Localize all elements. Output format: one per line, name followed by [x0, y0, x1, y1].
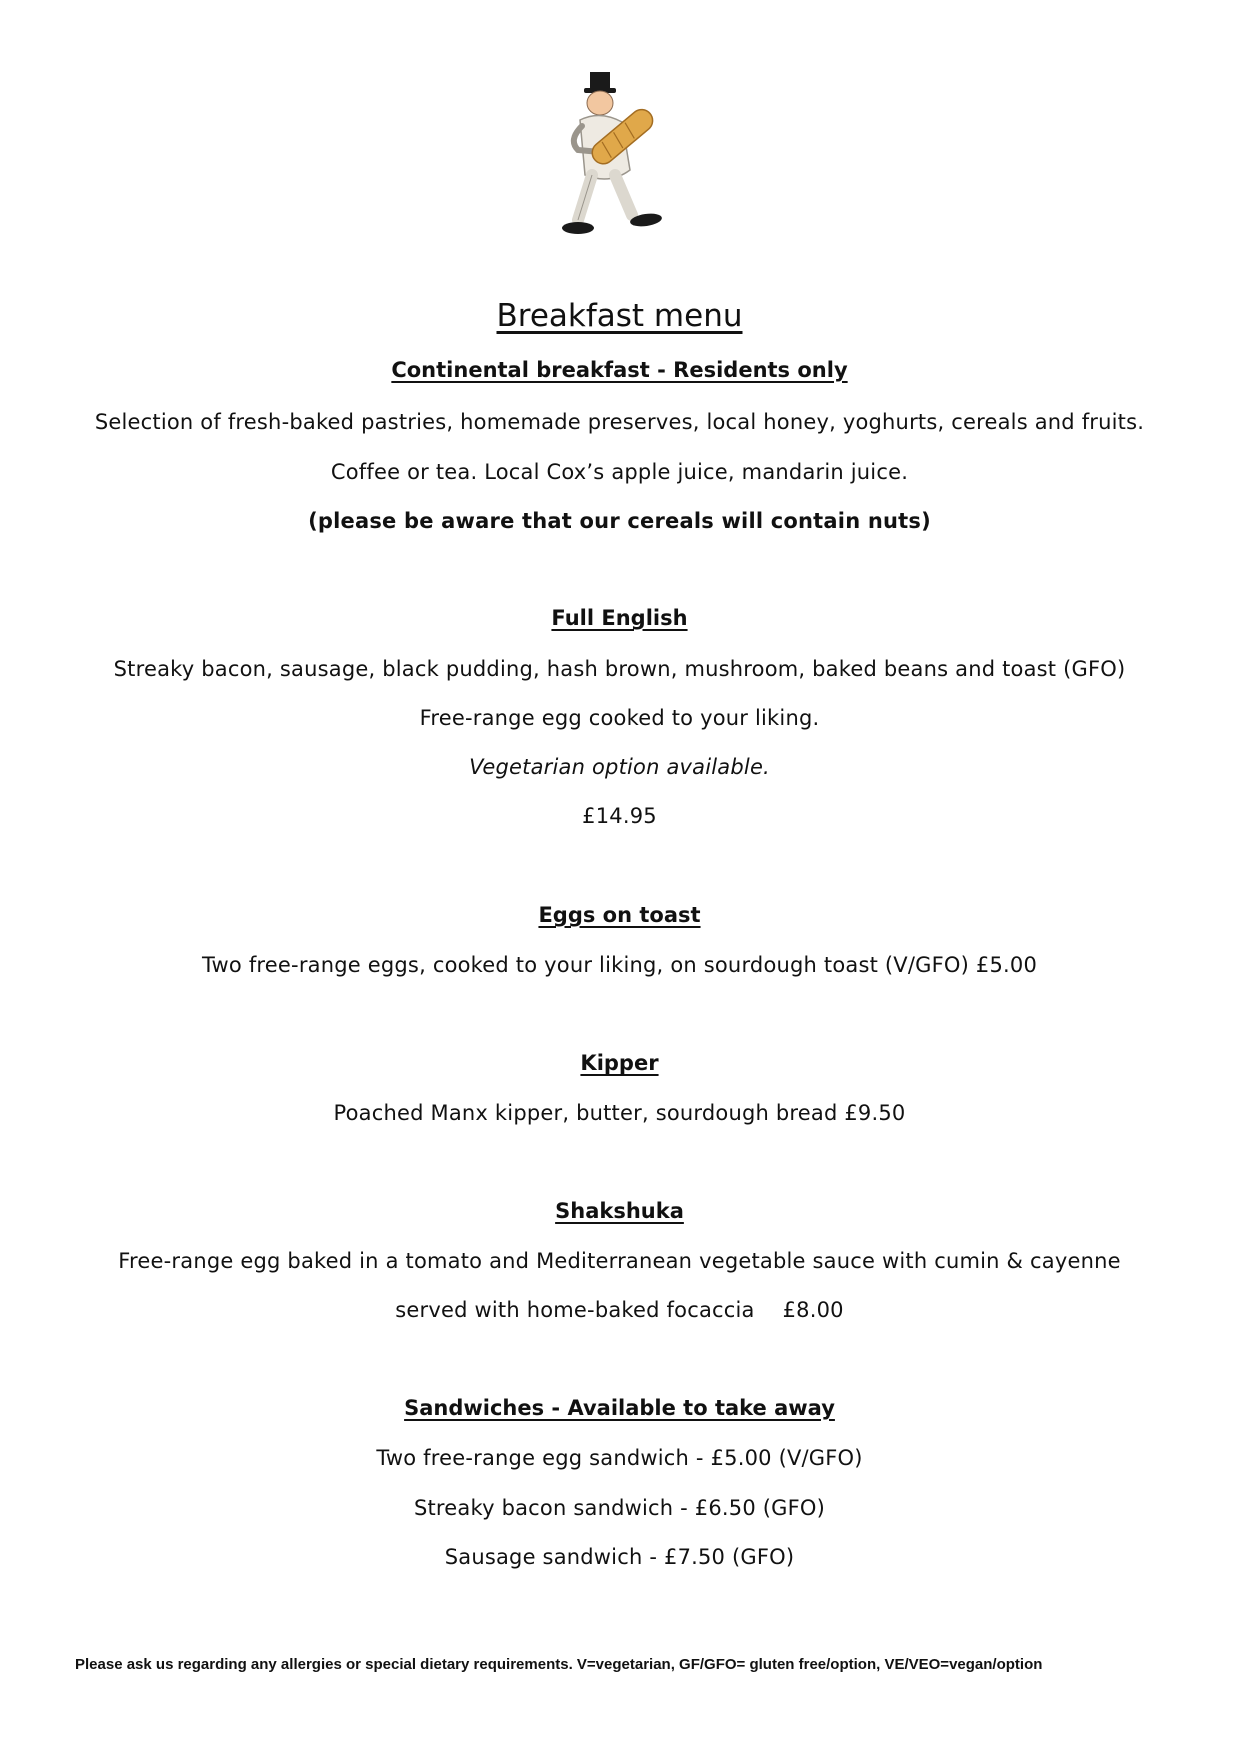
- full-english-line-2: Free-range egg cooked to your liking.: [419, 706, 820, 730]
- full-english-vegetarian-note: Vegetarian option available.: [469, 755, 770, 779]
- full-english-line-1: Streaky bacon, sausage, black pudding, hash brown, mushroom, baked beans and toast (GFO): [113, 657, 1126, 681]
- shakshuka-line-1: Free-range egg baked in a tomato and Mediterranean vegetable sauce with cumin & cayenne: [118, 1249, 1121, 1273]
- kipper-line-1: Poached Manx kipper, butter, sourdough bread £9.50: [333, 1101, 906, 1125]
- shakshuka-serving: served with home-baked focaccia: [395, 1298, 755, 1322]
- continental-heading: Continental breakfast - Residents only: [391, 358, 848, 382]
- continental-line-2: Coffee or tea. Local Cox’s apple juice, mandarin juice.: [330, 460, 909, 484]
- baker-logo-icon: [560, 70, 690, 245]
- full-english-heading: Full English: [551, 606, 688, 630]
- sandwich-item: Sausage sandwich - £7.50 (GFO): [444, 1545, 795, 1569]
- eggs-on-toast-heading: Eggs on toast: [538, 903, 701, 927]
- continental-line-1: Selection of fresh-baked pastries, homemade preserves, local honey, yoghurts, cereals and fruits.: [94, 410, 1145, 434]
- kipper-heading: Kipper: [580, 1051, 659, 1075]
- eggs-on-toast-line-1: Two free-range eggs, cooked to your liking, on sourdough toast (V/GFO) £5.00: [201, 953, 1038, 977]
- page-title: Breakfast menu: [496, 298, 743, 334]
- sandwiches-heading: Sandwiches - Available to take away: [404, 1396, 835, 1420]
- shakshuka-line-2: [0, 1298, 1239, 1322]
- sandwich-item: Two free-range egg sandwich - £5.00 (V/GFO): [376, 1446, 863, 1470]
- shakshuka-price: £8.00: [782, 1298, 844, 1322]
- continental-nut-note: (please be aware that our cereals will contain nuts): [308, 509, 931, 533]
- sandwich-item: Streaky bacon sandwich - £6.50 (GFO): [413, 1496, 826, 1520]
- dietary-footer-note: Please ask us regarding any allergies or special dietary requirements. V=vegetarian, GF/GFO= gluten free/option, VE/VEO=vegan/option: [75, 1656, 1043, 1673]
- full-english-price: £14.95: [582, 804, 657, 828]
- shakshuka-heading: Shakshuka: [555, 1199, 684, 1223]
